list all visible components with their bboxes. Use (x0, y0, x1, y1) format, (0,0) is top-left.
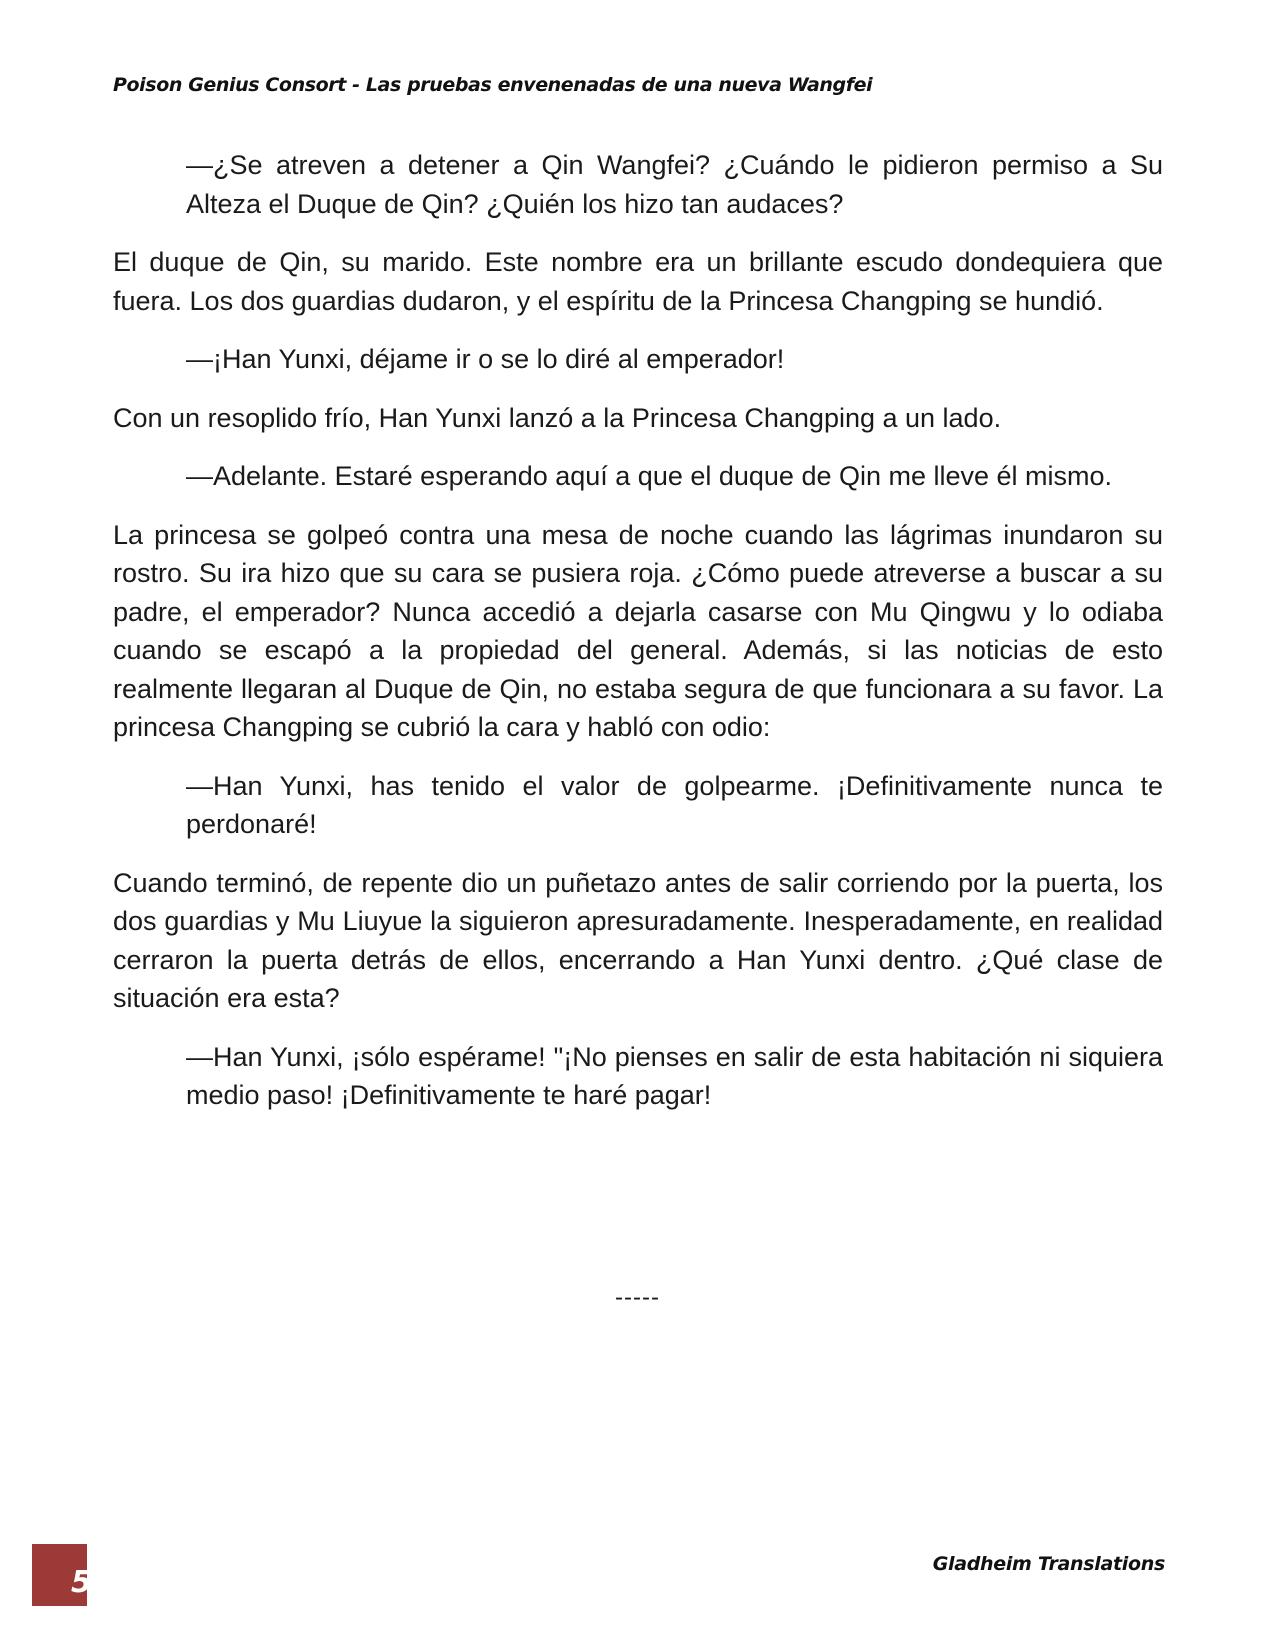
page-header-title: Poison Genius Consort - Las pruebas envenenadas de una nueva Wangfei (113, 74, 873, 96)
narration-paragraph: Cuando terminó, de repente dio un puñetazo antes de salir corriendo por la puerta, los dos guardias y Mu Liuyue la siguieron apresuradamente. Inesperadamente, en realidad cerraron la puerta detrás de ellos, encerrando a Han Yunxi dentro. ¿Qué clase de situación era esta? (113, 867, 1163, 1013)
narration-paragraph: Con un resoplido frío, Han Yunxi lanzó a la Princesa Changping a un lado. (113, 402, 1002, 433)
footer-credit: Gladheim Translations (932, 1553, 1165, 1575)
page-number-underline (32, 1602, 87, 1606)
dialogue-paragraph: —Adelante. Estaré esperando aquí a que el duque de Qin me lleve él mismo. (186, 461, 1113, 491)
dialogue-paragraph: —Han Yunxi, has tenido el valor de golpearme. ¡Definitivamente nunca te perdonaré! (186, 770, 1163, 839)
dialogue-paragraph: —¿Se atreven a detener a Qin Wangfei? ¿Cuándo le pidieron permiso a Su Alteza el Duque de Qin? ¿Quién los hizo tan audaces? (186, 150, 1163, 219)
section-separator (0, 1284, 1275, 1312)
narration-paragraph: El duque de Qin, su marido. Este nombre era un brillante escudo dondequiera que fuera. Los dos guardias dudaron, y el espíritu de la Princesa Changping se hundió. (113, 247, 1163, 316)
page-number: 5 (71, 1565, 92, 1600)
document-body (113, 146, 1163, 1135)
dialogue-paragraph: —Han Yunxi, ¡sólo espérame! "¡No pienses en salir de esta habitación ni siquiera medio paso! ¡Definitivamente te haré pagar! (186, 1041, 1163, 1110)
dialogue-paragraph: —¡Han Yunxi, déjame ir o se lo diré al emperador! (186, 344, 785, 374)
narration-paragraph: La princesa se golpeó contra una mesa de noche cuando las lágrimas inundaron su rostro. Su ira hizo que su cara se pusiera roja. ¿Cómo puede atreverse a buscar a su padre, el emperador? Nunca accedió a dejarla casarse con Mu Qingwu y lo odiaba cuando se escapó a la propiedad del general. Además, si las noticias de esto realmente llegaran al Duque de Qin, no estaba segura de que funcionara a su favor. La princesa Changping se cubrió la cara y habló con odio: (113, 519, 1163, 742)
separator-text: ----- (615, 1284, 660, 1311)
